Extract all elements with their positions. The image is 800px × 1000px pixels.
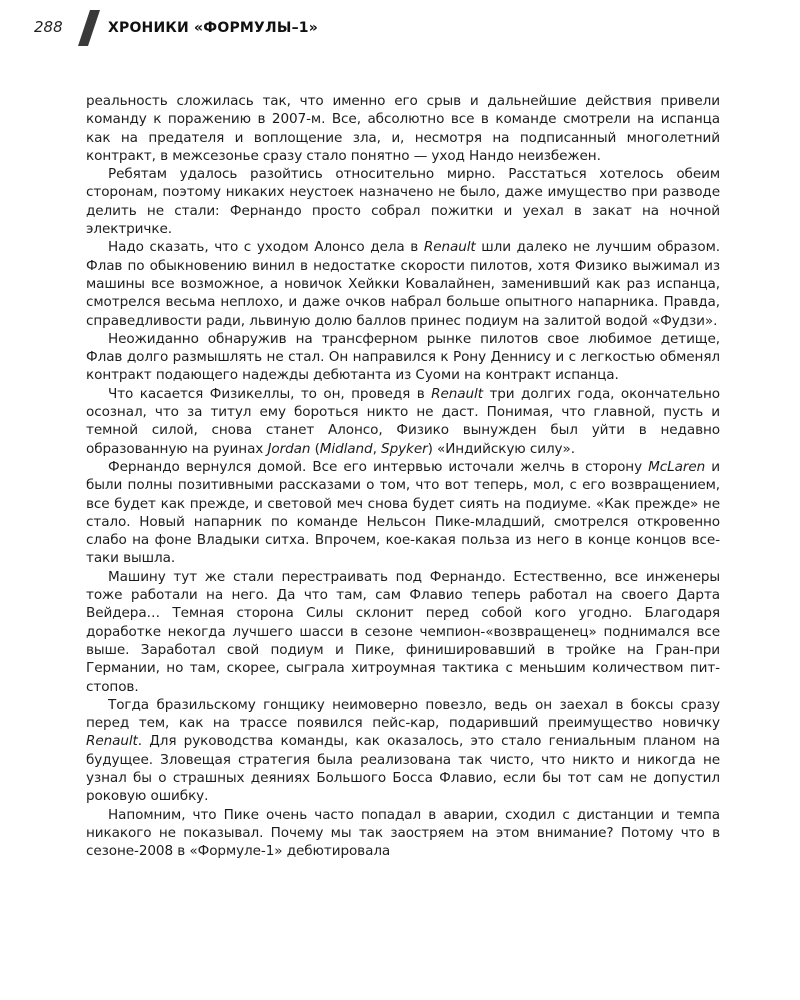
text-run: три долгих года, окончательно осознал, что за титул ему бороться никто не даст. Понимая, что главной, пусть и темной силой, снова станет Алонсо, Физико вынужден был уйти в недавно образованную на руинах: [86, 385, 720, 457]
paragraph: [86, 330, 720, 385]
text-run: Тогда бразильскому гонщику неимоверно повезло, ведь он заехал в боксы сразу перед тем, как на трассе появился пейс-кар, подаривший преимущество новичку: [86, 696, 720, 732]
paragraph: [86, 806, 720, 861]
text-run: Надо сказать, что с уходом Алонсо дела в: [108, 239, 424, 256]
slash-ornament-icon: [78, 10, 100, 46]
paragraph: [86, 385, 720, 458]
italic-term: Renault: [86, 733, 138, 750]
book-title: ХРОНИКИ «ФОРМУЛЫ–1»: [108, 20, 318, 36]
text-run: (: [310, 440, 320, 457]
italic-term: Midland: [319, 440, 373, 457]
text-run: Неожиданно обнаружив на трансферном рынке пилотов свое любимое детище, Флав долго размышлять не стал. Он направился к Рону Деннису и с легкостью обменял контракт подающего надежды дебютанта из Суоми на контракт испанца.: [86, 330, 720, 384]
paragraph: [86, 568, 720, 696]
italic-term: McLaren: [648, 458, 706, 475]
text-run: Что касается Физикеллы, то он, проведя в: [108, 385, 432, 402]
text-run: ,: [372, 440, 382, 457]
text-run: Фернандо вернулся домой. Все его интервью источали желчь в сторону: [108, 458, 649, 475]
paragraph: [86, 165, 720, 238]
text-run: Напомним, что Пике очень часто попадал в аварии, сходил с дистанции и темпа никакого не показывал. Почему мы так заостряем на этом внимание? Потому что в сезоне-2008 в «Формуле-1» дебютировала: [86, 806, 720, 860]
text-run: Машину тут же стали перестраивать под Фернандо. Естественно, все инженеры тоже работали на него. Да что там, сам Флавио теперь работал на своего Дарта Вейдера… Темная сторона Силы склонит перед собой кого угодно. Благодаря доработке некогда лучшего шасси в сезоне чемпион-«возвращенец» поднимался все выше. Заработал свой подиум и Пике, финишировавший в тройке на Гран-при Германии, но там, скорее, сыграла хитроумная тактика с меньшим количеством пит-стопов.: [86, 568, 720, 695]
text-run: Ребятам удалось разойтись относительно мирно. Расстаться хотелось обеим сторонам, поэтому никаких неустоек назначено не было, даже имущество при разводе делить не стали: Фернандо просто собрал пожитки и уехал в закат на ночной электричке.: [86, 166, 720, 238]
running-head: [30, 10, 730, 46]
paragraph: [86, 92, 720, 165]
italic-term: Jordan: [267, 440, 311, 457]
italic-term: Spyker: [381, 440, 428, 457]
italic-term: Renault: [423, 239, 476, 256]
paragraph: [86, 696, 720, 806]
text-run: шли далеко не лучшим образом. Флав по обыкновению винил в недостатке скорости пилотов, хотя Физико выжимал из машины все возможное, а новичок Хейкки Ковалайнен, заменивший как раз испанца, смотрелся весьма неплохо, и даже очков набрал больше опытного напарника. Правда, справедливости ради, львиную долю баллов принес подиум на залитой водой «Фудзи».: [86, 239, 720, 329]
text-run: . Для руководства команды, как оказалось, это стало гениальным планом на будущее. Зловещая стратегия была реализована так чисто, что никто и никогда не узнал бы о страшных деяниях Большого Босса Флавио, если бы тот сам не допустил роковую ошибку.: [86, 733, 720, 805]
text-run: реальность сложилась так, что именно его срыв и дальнейшие действия привели команду к поражению в 2007-м. Все, абсолютно все в команде смотрели на испанца как на предателя и воплощение зла, и, несмотря на подписанный многолетний контракт, в межсезонье сразу стало понятно — уход Нандо неизбежен.: [86, 93, 720, 164]
text-run: и были полны позитивными рассказами о том, что вот теперь, мол, с его возвращением, все будет как прежде, и световой меч снова будет сиять на подиуме. «Как прежде» не стало. Новый напарник по команде Нельсон Пике-младший, смотрелся откровенно слабо на фоне Владыки ситха. Впрочем, кое-какая польза из него в конце концов все-таки вышла.: [86, 458, 720, 567]
italic-term: Renault: [431, 385, 483, 402]
text-run: ) «Индийскую силу».: [427, 440, 575, 457]
page-number: 288: [34, 18, 63, 36]
body-text: [86, 92, 720, 860]
paragraph: [86, 238, 720, 329]
paragraph: [86, 458, 720, 568]
